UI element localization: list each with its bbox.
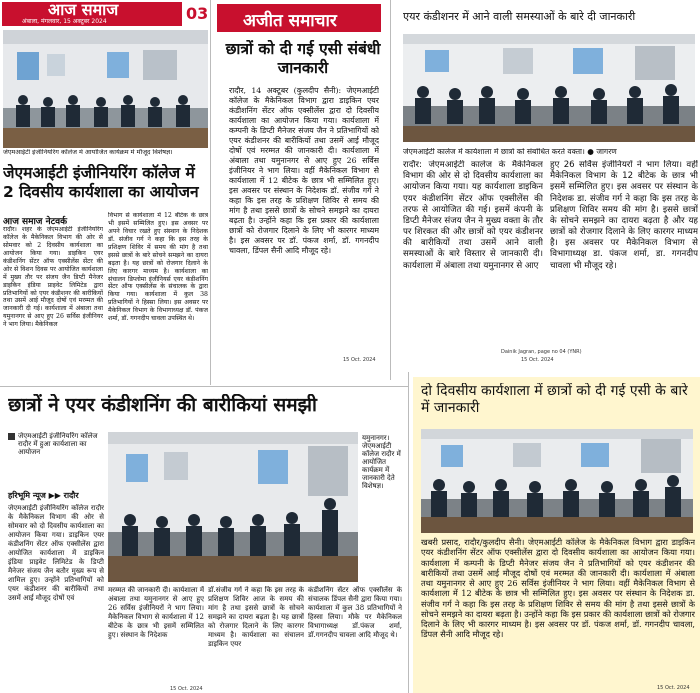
clip-dainik-jagran (395, 0, 700, 370)
clip-aaj-samaj (0, 0, 210, 385)
divider (210, 0, 211, 385)
dateline: अंबाला, मंगलवार, 15 अक्टूबर 2024 (22, 18, 107, 25)
event-photo (403, 34, 695, 142)
masthead (2, 2, 182, 26)
photo-caption: जेएमआईटी इंजीनियरिंग कॉलेज में आयोजित कार्यक्रम में मौजूद विशेषज्ञ। (3, 149, 173, 156)
headline: जेएमआईटी इंजीनियरिंग कॉलेज में 2 दिवसीय कार्यशाला का आयोजन (3, 164, 199, 201)
masthead-title: आज समाज (48, 0, 119, 19)
side-caption: यमुनानगर। जेएमआईटी कॉलेज रादौर में आयोजित कार्यक्रम में जानकारी देते विशेषज्ञ। (362, 434, 401, 491)
clip-yellow-news (413, 377, 700, 693)
event-photo (108, 432, 358, 582)
clip-hari-bhoomi (0, 390, 405, 693)
column-4: कंडीशनिंग सेंटर ऑफ एक्सीलेंस के संचालक डिंपल सैनी द्वारा किया गया। कार्यशाला में कुल 38 प्रतिभागियों ने हिस्सा लिया। मौके पर मैकेनिकल विभागाध्यक्ष डॉ.पंकज शर्मा, डॉ.गगनदीप चावला आदि मौजूद थे। (308, 586, 402, 639)
headline: छात्रों ने एयर कंडीशनिंग की बारीकियां समझी (8, 394, 317, 416)
body-text: रादौर, 14 अक्टूबर (कुलदीप सैनी): जेएमआईटी कॉलेज के मैकेनिकल विभाग द्वारा डाइकिन एयर कंडीशनिंग सेंटर ऑफ एक्सीलेंस द्वारा दो दिवसीय कार्यशाला का आयोजन किया गया। कार्यशाला में कम्पनी के डिप्टी मैनेजर संजय जैन ने प्रतिभागियों को एयर कंडीशनर की बारीकियों तथा उसमें आई मौजूद दोषों एवं मरम्मत की जानकारी दी। कार्यशाला में अंबाला तथा यमुनानगर से आए हुए 26 सर्विस इंजीनियर ने भाग लिया। वहीं मैकेनिकल विभाग से कार्यशाला में 12 बीटेक के छात्र भी सम्मिलित हुए। इस अवसर पर संस्थान के निदेशक डॉ. संजीव गर्ग ने कहा कि इस तरह के प्रशिक्षण शिविर से समय की मांग है तथा इससे छात्रों के सोचने समझने का दायरा बढ़ता है। उन्होंने कहा कि इस प्रकार की कार्यशाला छात्रों को रोजगार दिलाने के लिए भी कारगर माध्यम है। इस अवसर पर डॉ. पंकज शर्मा, डॉ. गगनदीप चावला, डिंपल सैनी आदि मौजूद रहे। (229, 86, 379, 255)
photo-caption: जेएमआईटी कालेज में कार्यशाला में छात्रों को संबोधित करते वक्ता। ● जागरण (403, 148, 617, 156)
divider (408, 372, 409, 693)
headline: दो दिवसीय कार्यशाला में छात्रों को दी गई एसी के बारे में जानकारी (421, 383, 688, 416)
clip-ajit-samachar (213, 0, 388, 385)
masthead-title: अजीत समाचार (243, 11, 337, 31)
clip-date: 15 Oct. 2024 (343, 357, 376, 363)
clip-date: 15 Oct. 2024 (657, 685, 690, 691)
column-1: रादौर: जेएमआईटी कालेज के मैकेनिकल विभाग की ओर से दो दिवसीय कार्यशाला का आयोजन किया गया। यह कार्यशाला डाइकिन एयर कंडीशनिंग सेंटर ऑफ एक्सीलेंस की तरफ से आयोजित की गई। इसमें कंपनी के डिप्टी मैनेजर संजय जैन ने मुख्य वक्ता के तौर पर शिरकत की और छात्रों को एयर कंडीशनर की बारीकियों तथा उसमें आने वाली समस्याओं के बारे विस्तार से जानकारी दी। कार्यशाला में अंबाला तथा यमुनानगर से आए (403, 160, 543, 271)
divider (0, 386, 408, 387)
masthead (217, 4, 381, 32)
divider (390, 0, 391, 380)
byline: आज समाज नेटवर्क (3, 217, 68, 227)
clip-date: 15 Oct. 2024 (521, 357, 554, 363)
headline: छात्रों को दी गई एसी संबंधी जानकारी (225, 40, 381, 77)
column-2: मरम्मत की जानकारी दी। कार्यशाला में अंबाला तथा यमुनानगर से आए हुए 26 सर्विस इंजीनियरों ने भाग लिया। मैकेनिकल विभाग से कार्यशाला में 12 बीटेक के छात्र भी इसमें सम्मिलित हुए। संस्थान के निदेशक (108, 586, 204, 639)
clip-date: 15 Oct. 2024 (170, 686, 203, 692)
column-1: जेएमआईटी इंजीनियरिंग कॉलेज रादौर के मैकेनिकल विभाग की ओर से सोमवार को दो दिवसीय कार्यशाला का आयोजन किया गया। डाइकिन एयर कंडीशनिंग सेंटर ऑफ एक्सीलेंस द्वारा आयोजित कार्यशाला में डाइकिन इंडिया प्राइवेट लिमिटेड के डिप्टी मैनेजर संजय जैन बतौर मुख्य रूप से शामिल हुए। उन्होंने प्रतिभागियों को एयर कंडीशनर की बारीकियों तथा उसमें आई मौजूद दोषों एवं (8, 504, 104, 602)
caption-bullet-icon (8, 433, 15, 440)
photo-caption: जेएमआईटी इंजीनियरिंग कॉलेज रादौर में हुआ कार्यशाला का आयोजन (18, 432, 98, 457)
headline: एयर कंडीशनर में आने वाली समस्याओं के बारे दी जानकारी (403, 10, 636, 23)
column-2: हुए 26 सर्विस इंजीनियरों ने भाग लिया। वहीं मैकेनिकल विभाग के 12 बीटेक के छात्र भी इसमें सम्मिलित हुए। इस अवसर पर संस्थान के निदेशक डा. संजीव गर्ग ने कहा कि इस तरह के प्रशिक्षण शिविर समय की मांग है। इससे छात्रों के सोचने समझने का दायरा बढ़ता है और यह छात्रों को रोजगार दिलाने के लिए कारगर माध्यम है। इस अवसर पर मैकेनिकल विभाग से विभागाध्यक्ष डा. पंकज शर्मा, डा. गगनदीप चावला भी मौजूद रहे। (550, 160, 698, 271)
page-number: 03 (186, 4, 209, 23)
column-1: रादौर। शहर के जेएमआईटी इंजीनियरिंग कॉलेज के मैकेनिकल विभाग की ओर से सोमवार को 2 दिवसीय कार्यशाला का आयोजन किया गया। डाइकिन एयर कंडीशनिंग सेंटर ऑफ एक्सीलेंस सेंटर की ओर से विशन दिवस पर आयोजित कार्यशाला में मुख्य तौर पर संजय जैन डिप्टी मैनेजर डाइकिन इंडिया प्राइवेट लिमिटेड द्वारा प्रतिभागियों को एयर कंडीशनर की बारीकियों तथा उसमें आई मौजूद दोषों एवं मरम्मत की जानकारी दी गई। कार्यशाला में अंबाला तथा यमुनानगर से आए हुए 26 सर्विस इंजीनियर ने भाग लिया। मैकेनिकल (3, 226, 103, 329)
column-2: विभाग से कार्यशाला में 12 बीटेक के छात्र भी इसमें सम्मिलित हुए। इस अवसर पर अपने विचार रखते हुए संस्थान के निदेशक डॉ. संजीव गर्ग ने कहा कि इस तरह के प्रशिक्षण शिविर में समय की मांग है तथा इससे छात्रों के बारे सोचने समझने का दायरा बढ़ता है। यह छात्रों को रोजगार दिलाने के लिए कारगर माध्यम है। कार्यशाला का संचालन डिप्लोमा इंजीनियर्स एयर कंडीशनिंग सेंटर ऑफ एक्सीलेंस के संचालक के द्वारा किया गया। कार्यशाला में कुल 38 प्रतिभागियों ने हिस्सा लिया। इस अवसर पर मैकेनिकल विभाग के विभागाध्यक्ष डॉ. पंकज शर्मा, डॉ. गगनदीप चावला उपस्थित थे। (108, 212, 208, 323)
event-photo (421, 429, 693, 533)
source-line: Dainik Jagran, page no 04 (YNR) (501, 349, 582, 355)
body-text: खबरी प्रसाद, रादौर/कुलदीप सैनी। जेएमआईटी कॉलेज के मैकेनिकल विभाग द्वारा डाइकिन एयर कंडीशनिंग सेंटर ऑफ एक्सीलेंस द्वारा दो दिवसीय कार्यशाला का आयोजन किया गया। कार्यशाला में कम्पनी के डिप्टी मैनेजर संजय जैन ने प्रतिभागियों को एयर कंडीशनर की बारीकियों तथा उसमें आई मौजूद दोषों एवं मरम्मत की जानकारी दी। कार्यशाला में अंबाला तथा यमुनानगर से आए हुए 26 सर्विस इंजीनियर ने भाग लिया। वहीं मैकेनिकल विभाग से कार्यशाला में 12 बीटेक के छात्र भी सम्मिलित हुए। इस अवसर पर संस्थान के निदेशक डा. संजीव गर्ग ने कहा कि इस तरह के प्रशिक्षण शिविर से समय की मांग है तथा इससे छात्रों के सोचने समझने का दायरा बढ़ता है। उन्होंने कहा कि इस प्रकार की कार्यशाला छात्रों को रोजगार दिलाने के लिए भी कारगर माध्यम है। इस अवसर पर डॉ. पंकज शर्मा, डॉ. गगनदीप चावला, डिंपल सैनी आदि मौजूद रहे। (421, 537, 695, 640)
photo-caption-box (8, 432, 104, 472)
event-photo (3, 30, 208, 148)
byline: हरिभूमि न्यूज ▶▶ रादौर (8, 491, 79, 500)
column-3: डॉ.संजीव गर्ग ने कहा कि इस तरह के प्रशिक्षण शिविर आज के समय की मांग है तथा इससे छात्रों के सोचने समझने का दायरा बढ़ता है। यह छात्रों को रोजगार दिलाने के लिए कारगर माध्यम है। कार्यशाला का संचालन डाइकिन एयर (208, 586, 304, 648)
